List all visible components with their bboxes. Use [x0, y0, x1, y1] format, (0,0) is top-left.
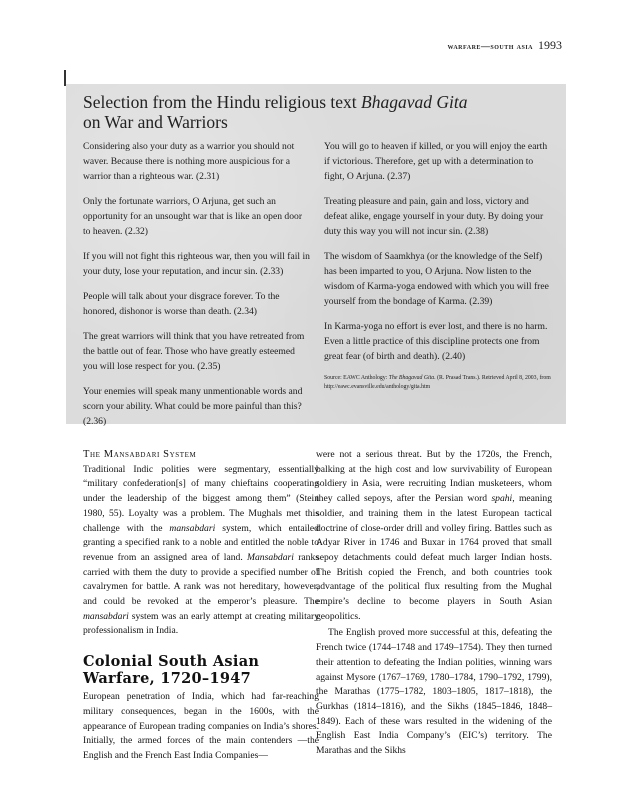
running-head	[448, 38, 562, 53]
source-after: . (R. Prasad Trans.). Retrieved April 8, 2003, from http://eawc.evansville.edu/anthology/gita.htm	[324, 375, 551, 390]
chapter-heading-line1: Colonial South Asian	[83, 653, 260, 671]
verse-2-40: In Karma-yoga no effort is ever lost, and there is no harm. Even a little practice of this discipline protects one from great fear (of birth and death). (2.40)	[324, 321, 548, 362]
verse-2-35: The great warriors will think that you have retreated from the battle out of fear. Those who have greatly esteemed you will lose respect for you. (2.35)	[83, 331, 305, 372]
verse-2-31: Considering also your duty as a warrior you should not waver. Because there is nothing more auspicious for a warrior than a righteous war. (2.31)	[83, 141, 295, 182]
text-run: , meaning soldier, and training them in the latest European tactical doctrine of close-order drill and volley firing. Battles such as Adyar River in 1746 and Buxar in 1764 proved that small sepoy detachments could defeat much larger Indian hosts. The British copied the French, and both countries took advantage of the political flux resulting from the Mughal empire’s decline to become players in South Asian geopolitics.	[316, 493, 552, 622]
verse-2-32: Only the fortunate warriors, O Arjuna, get such an opportunity for an unsought war that is like an open door to heaven. (2.32)	[83, 196, 303, 237]
section-heading-mansabdari: The Mansabdari System	[83, 449, 197, 460]
sidebar-right-column	[324, 139, 551, 402]
verse-2-33: If you will not fight this righteous war, then you will fail in your duty, lose your reputation, and incur sin. (2.33)	[83, 251, 310, 277]
term-spahi: spahi	[491, 493, 513, 505]
sidebar-title-plain: Selection from the Hindu religious text	[83, 92, 362, 112]
chapter-heading	[83, 653, 319, 687]
verse-2-36: Your enemies will speak many unmentionable words and scorn your ability. What could be more painful than this? (2.36)	[83, 386, 303, 427]
sidebar-title-italic: Bhagavad Gita	[361, 92, 468, 112]
source-label: Source:	[324, 375, 342, 381]
verse-2-37: You will go to heaven if killed, or you will enjoy the earth if victorious. Therefore, get up with a determination to fight, O Arjuna. (2.37)	[324, 141, 548, 182]
sidebar-title	[83, 92, 543, 132]
colonial-paragraph: European penetration of India, which had far-reaching military consequences, began in the 1600s, with the appearance of European trading companies on India’s shores. Initially, the armed forces of the main contenders —the English and the French East India Companies—	[83, 691, 319, 761]
text-run: were not a serious threat. But by the 1720s, the French, balking at the high cost and low survivability of European soldiery in Asia, were recruiting Indian musketeers, whom they called sepoys, after the Persian word	[316, 449, 552, 505]
verse-2-38: Treating pleasure and pain, gain and loss, victory and defeat alike, engage yourself in your duty. By doing your duty this way you will not incur sin. (2.38)	[324, 196, 544, 237]
text-run: Traditional Indic polities were segmentary, essentially “military confederation[s] of many chieftains cooperating under the leadership of the biggest among them” (Stein 1980, 55). Loyalty was a problem. The Mughals met this challenge with the	[83, 463, 319, 534]
running-title: warfare—south asia	[447, 41, 533, 51]
source-before: EAWC Anthology:	[343, 375, 389, 381]
sepoy-paragraph	[316, 448, 552, 624]
text-run: system was an early attempt at creating military professionalism in India.	[83, 610, 319, 637]
text-run: ranks carried with them the duty to provide a specified number of cavalrymen for battle. A rank was not hereditary, however, and could be revoked at the emperor’s pleasure. The	[83, 551, 319, 608]
sidebar-title-line2: on War and Warriors	[83, 112, 228, 132]
mansabdari-paragraph	[83, 463, 319, 639]
source-italic: The Bhagavad Gita	[388, 375, 435, 381]
body-left-column	[83, 448, 319, 764]
term-mansabdari: mansabdari	[83, 610, 129, 622]
text-run: system, which entailed granting a specified rank to a noble and entitled the noble to revenue from an assigned area of land.	[83, 522, 319, 563]
term-mansabdari: Mansabdari	[247, 551, 294, 563]
term-mansabdari: mansabdari	[169, 522, 216, 534]
english-wars-paragraph: The English proved more successful at this, defeating the French twice (1744–1748 and 1749–1754). They then turned their attention to defeating the Indian polities, winning wars against Mysore (1767–1769, 1780–1784, 1790–1792, 1799), the Marathas (1775–1782, 1803–1805, 1817–1818), the Gurkhas (1814–1816), and the Sikhs (1845–1846, 1848–1849). Each of these wars resulted in the widening of the English East India Company’s (EIC’s) territory. The Marathas and the Sikhs	[316, 627, 552, 757]
chapter-heading-line2: Warfare, 1720–1947	[83, 670, 252, 688]
source-citation	[324, 374, 551, 392]
verse-2-39: The wisdom of Saamkhya (or the knowledge of the Self) has been imparted to you, O Arjuna. Now listen to the wisdom of Karma-yoga endowed with which you will free yourself from the bondage of Karma. (2.39)	[324, 251, 549, 307]
sidebar-left-column	[83, 139, 310, 439]
body-right-column	[316, 448, 552, 759]
page-number: 1993	[538, 38, 562, 52]
verse-2-34: People will talk about your disgrace forever. To the honored, dishonor is worse than death. (2.34)	[83, 291, 280, 317]
